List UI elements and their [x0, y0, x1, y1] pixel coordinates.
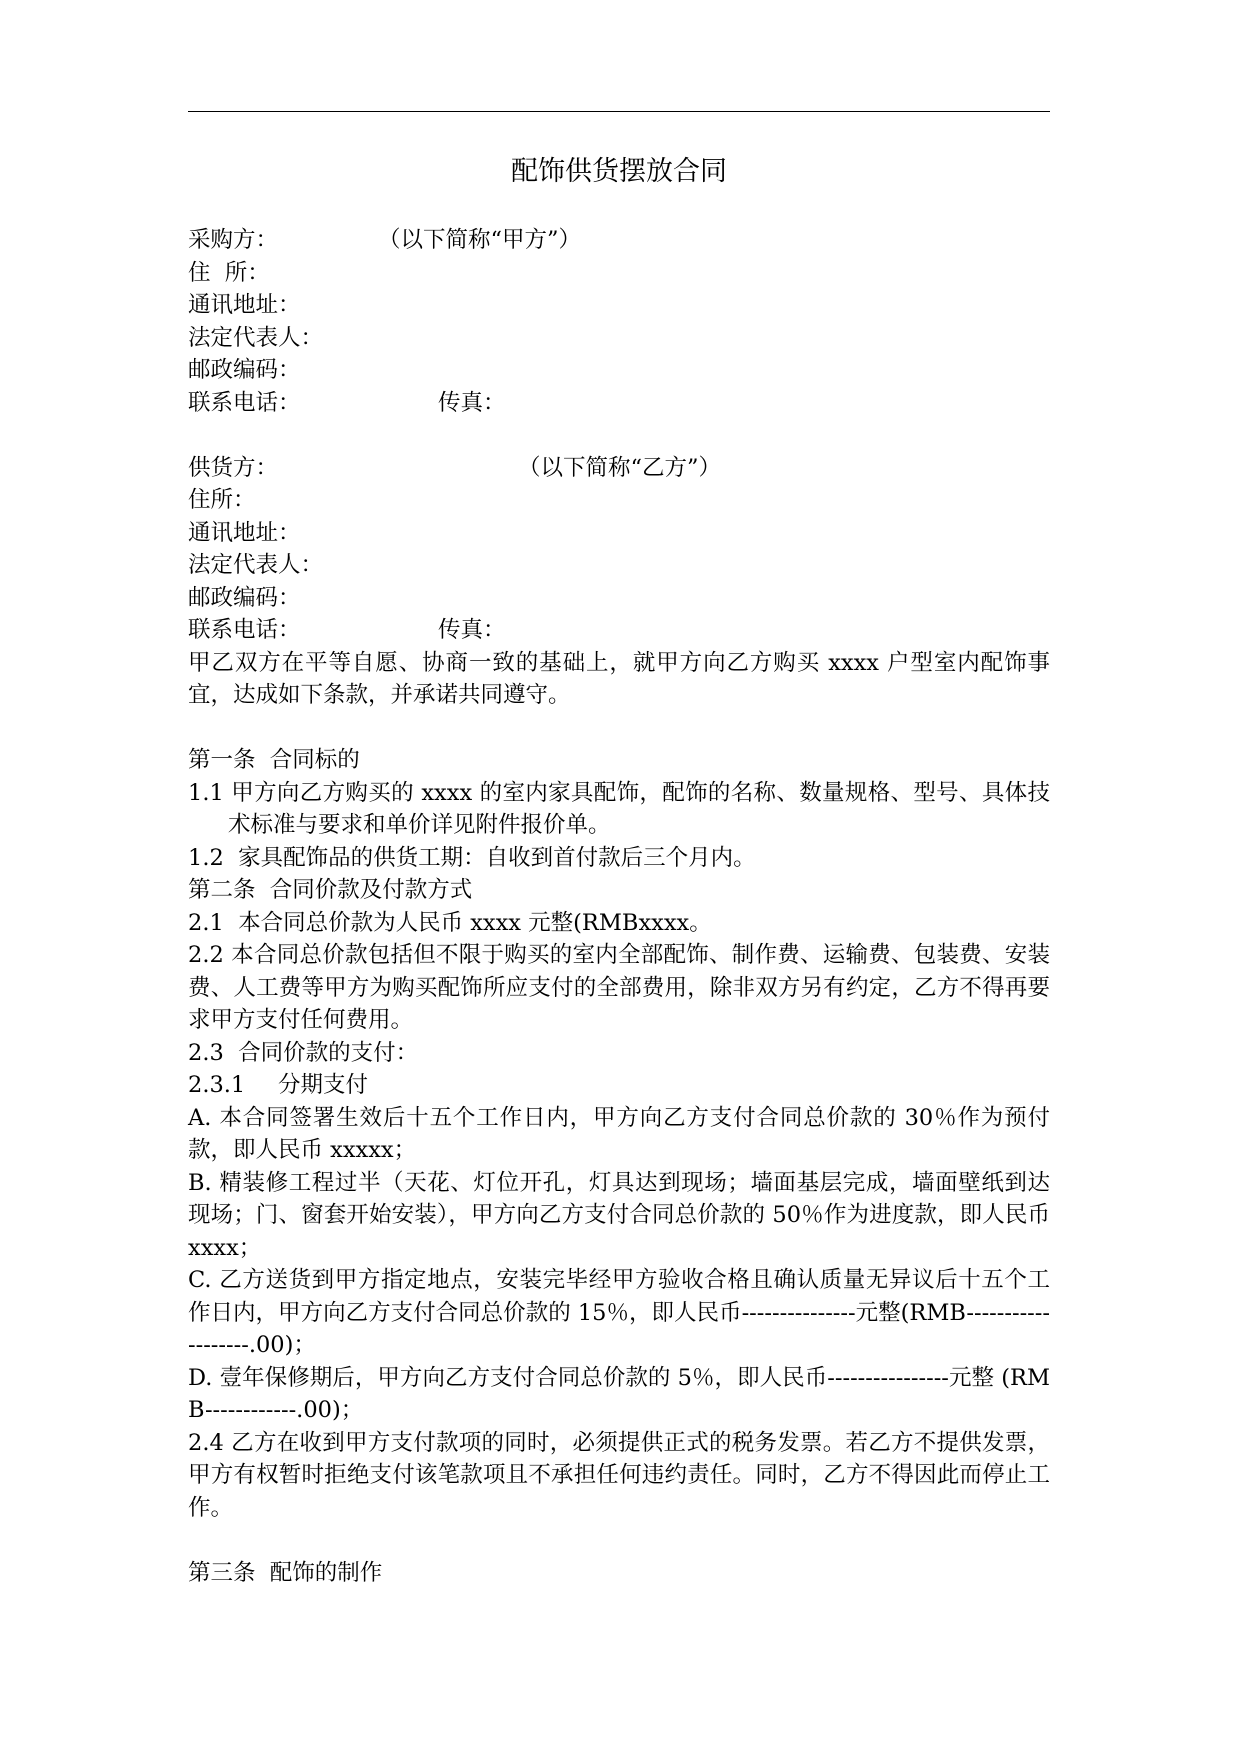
buyer-mail-label: 通讯地址：	[188, 292, 301, 318]
supplier-block	[188, 452, 1050, 647]
supplier-fax-label: 传真：	[438, 617, 506, 643]
buyer-fax-label: 传真：	[438, 389, 506, 416]
supplier-rep-label: 法定代表人：	[188, 552, 324, 578]
clause-2-2: 2.2 本合同总价款包括但不限于购买的室内全部配饰、制作费、运输费、包装费、安装费、人工费等甲方为购买配饰所应支付的全部费用，除非双方另有约定，乙方不得再要求甲方支付任何费用。	[188, 942, 1050, 1033]
buyer-rep-label: 法定代表人：	[188, 324, 324, 351]
article-3-heading: 第三条 配饰的制作	[188, 1559, 383, 1586]
supplier-address-label: 住所：	[188, 487, 256, 513]
buyer-zip-label: 邮政编码：	[188, 357, 301, 383]
preamble-paragraph: 甲乙双方在平等自愿、协商一致的基础上，就甲方向乙方购买 xxxx 户型室内配饰事宜，达成如下条款，并承诺共同遵守。	[188, 649, 1050, 708]
buyer-label: 采购方：	[188, 227, 279, 253]
buyer-phone-label: 联系电话：	[188, 389, 301, 416]
article-1-heading: 第一条 合同标的	[188, 747, 360, 773]
clause-2-3: 2.3 合同价款的支付：	[188, 1039, 419, 1066]
supplier-zip-label: 邮政编码：	[188, 584, 301, 611]
supplier-alias: （以下简称“乙方”）	[518, 454, 722, 481]
payment-item-a: A. 本合同签署生效后十五个工作日内，甲方向乙方支付合同总价款的 30％作为预付款，即人民币 xxxxx；	[188, 1104, 1050, 1163]
supplier-label: 供货方：	[188, 454, 279, 481]
article-1	[188, 744, 1050, 874]
buyer-block	[188, 224, 1050, 419]
article-3	[188, 1557, 1050, 1590]
clause-2-3-1-number: 2.3.1	[188, 1072, 246, 1098]
buyer-address-label: 住 所：	[188, 259, 270, 286]
payment-item-b: B. 精装修工程过半（天花、灯位开孔，灯具达到现场；墙面基层完成，墙面壁纸到达现场；门、窗套开始安装），甲方向乙方支付合同总价款的 50％作为进度款，即人民币 xxxx；	[188, 1169, 1050, 1261]
clause-1-1: 1.1 甲方向乙方购买的 xxxx 的室内家具配饰，配饰的名称、数量规格、型号、具体技术标准与要求和单价详见附件报价单。	[188, 779, 1050, 838]
header-rule	[188, 111, 1050, 112]
clause-2-1: 2.1 本合同总价款为人民币 xxxx 元整(RMBxxxx。	[188, 909, 712, 936]
payment-item-c: C. 乙方送货到甲方指定地点，安装完毕经甲方验收合格且确认质量无异议后十五个工作日内，甲方向乙方支付合同总价款的 15％，即人民币---------------元整(RMB-------------------.00)；	[188, 1267, 1050, 1358]
supplier-phone-label: 联系电话：	[188, 617, 301, 643]
clause-2-3-1-text: 分期支付	[278, 1072, 369, 1098]
payment-item-d: D. 壹年保修期后，甲方向乙方支付合同总价款的 5％，即人民币----------------元整 (RMB------------.00)；	[188, 1364, 1050, 1423]
buyer-alias: （以下简称“甲方”）	[378, 227, 582, 253]
clause-1-2: 1.2 家具配饰品的供货工期：自收到首付款后三个月内。	[188, 844, 756, 871]
document-body	[188, 152, 1050, 1589]
article-2-heading: 第二条 合同价款及付款方式	[188, 877, 473, 903]
article-2	[188, 874, 1050, 1524]
clause-2-4: 2.4 乙方在收到甲方支付款项的同时，必须提供正式的税务发票。若乙方不提供发票，甲方有权暂时拒绝支付该笔款项且不承担任何违约责任。同时，乙方不得因此而停止工作。	[188, 1429, 1050, 1521]
supplier-mail-label: 通讯地址：	[188, 519, 301, 546]
document-title: 配饰供货摆放合同	[511, 156, 727, 187]
